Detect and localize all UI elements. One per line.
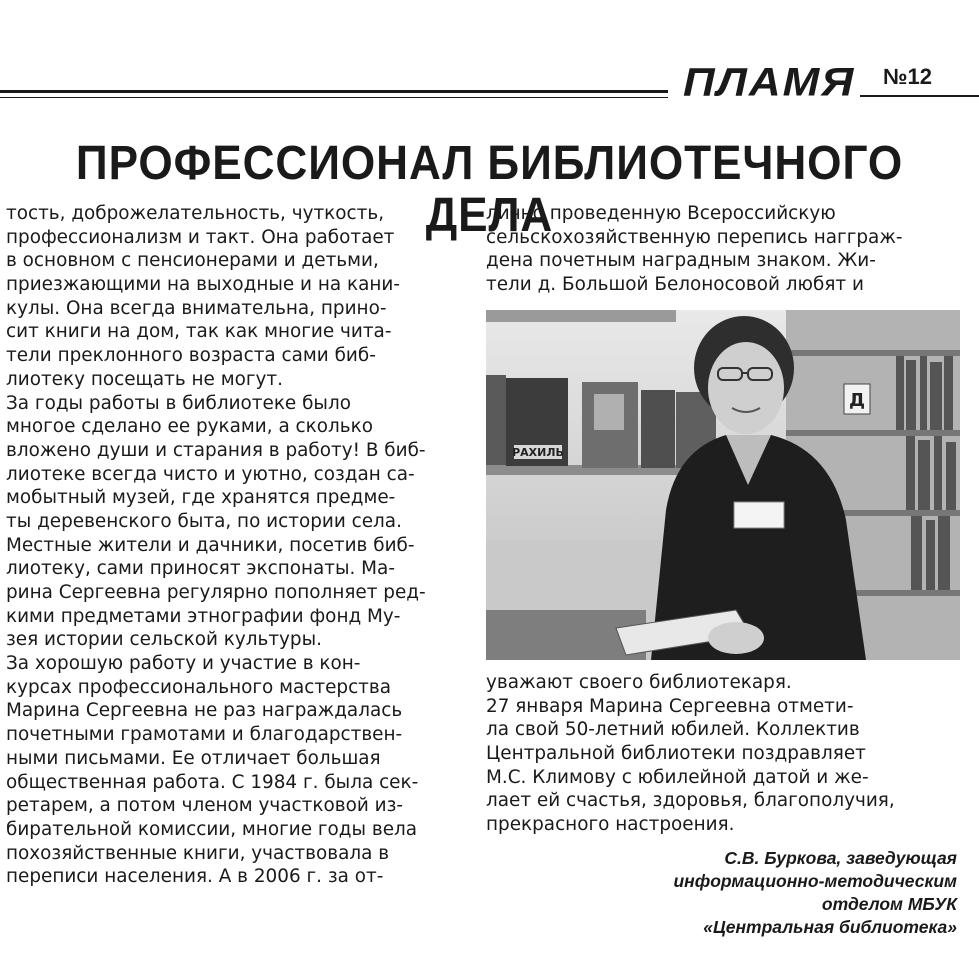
text-line: За хорошую работу и участие в кон-: [6, 653, 361, 675]
text-line: Центральной библиотеки поздравляет: [486, 743, 866, 765]
header-rule-bottom: [0, 97, 668, 98]
text-line: похозяйственные книги, участвовала в: [6, 842, 390, 864]
header-rule-top: [0, 90, 668, 93]
text-line: ты деревенского быта, по истории села.: [6, 510, 402, 532]
text-line: кими предметами этнографии фонд Му-: [6, 605, 401, 627]
text-line: За годы работы в библиотеке было: [6, 392, 351, 414]
librarian-photo: [486, 310, 960, 660]
masthead: ПЛАМЯ: [683, 60, 856, 105]
text-line: уважают своего библиотекаря.: [486, 672, 792, 693]
text-line: рина Сергеевна регулярно пополняет ред-: [6, 582, 426, 603]
text-line: вложено души и старания в работу! В биб-: [6, 439, 426, 461]
text-line: ными письмами. Ее отличает большая: [6, 747, 381, 769]
text-line: переписи населения. А в 2006 г. за от-: [6, 866, 384, 888]
text-line: лиотеку, сами приносят экспонаты. Ма-: [6, 558, 395, 580]
photo-illustration: [486, 310, 960, 660]
text-line: почетными грамотами и благодарствен-: [6, 724, 403, 746]
text-line: Марина Сергеевна не раз награждалась: [6, 700, 403, 722]
text-line: М.С. Климову с юбилейной датой и же-: [486, 766, 869, 788]
book-title: РАХИЛЬ: [512, 446, 564, 459]
text-line: ла свой 50-летний юбилей. Коллектив: [486, 719, 860, 741]
text-line: тели д. Большой Белоносовой любят и: [486, 274, 864, 296]
text-line: бирательной комиссии, многие годы вела: [6, 818, 418, 840]
text-line: 27 января Марина Сергеевна отмети-: [486, 695, 854, 717]
text-line: курсах профессионального мастерства: [6, 676, 391, 698]
text-line: приезжающими на выходные и на кани-: [6, 274, 400, 296]
header-rule-right: [860, 95, 979, 97]
text-line: сит книги на дом, так как многие чита-: [6, 321, 392, 343]
text-line: сельскохозяйственную перепись нагграж-: [486, 226, 903, 248]
text-line: Местные жители и дачники, посетив биб-: [6, 534, 415, 556]
text-line: прекрасного настроения.: [486, 814, 735, 836]
text-line: лиотеке всегда чисто и уютно, создан са-: [6, 463, 415, 485]
text-line: общественная работа. С 1984 г. была сек-: [6, 771, 419, 793]
text-line: лает ей счастья, здоровья, благополучия,: [486, 790, 895, 812]
text-line: тели преклонного возраста сами биб-: [6, 345, 376, 367]
text-line: многое сделано ее руками, а сколько: [6, 416, 373, 438]
shelf-tab-letter: Д: [848, 390, 866, 411]
text-line: кулы. Она всегда внимательна, прино-: [6, 297, 387, 319]
text-line: лиотеку посещать не могут.: [6, 368, 283, 390]
text-line: в основном с пенсионерами и детьми,: [6, 250, 379, 272]
text-line: мобытный музей, где хранятся предме-: [6, 487, 396, 509]
text-line: ретарем, а потом членом участковой из-: [6, 795, 403, 817]
signature-line: отделом МБУК: [821, 894, 957, 914]
text-line: зея истории сельской культуры.: [6, 629, 322, 651]
article-column-left: [6, 202, 472, 889]
signature-line: «Центральная библиотека»: [703, 917, 957, 937]
article-column-right-bottom: [486, 671, 960, 837]
page-title: ПРОФЕССИОНАЛ БИБЛИОТЕЧНОГО ДЕЛА: [75, 137, 904, 242]
text-line: лично проведенную Всероссийскую: [486, 203, 836, 224]
text-line: дена почетным наградным знаком. Жи-: [486, 250, 876, 272]
signature-line: информационно-методическим: [673, 871, 957, 891]
text-line: профессионализм и такт. Она работает: [6, 226, 395, 248]
article-column-right-top: [486, 202, 960, 297]
issue-number: №12: [883, 64, 932, 89]
signature-line: С.В. Буркова, заведующая: [724, 848, 957, 868]
text-line: тость, доброжелательность, чуткость,: [6, 203, 385, 224]
